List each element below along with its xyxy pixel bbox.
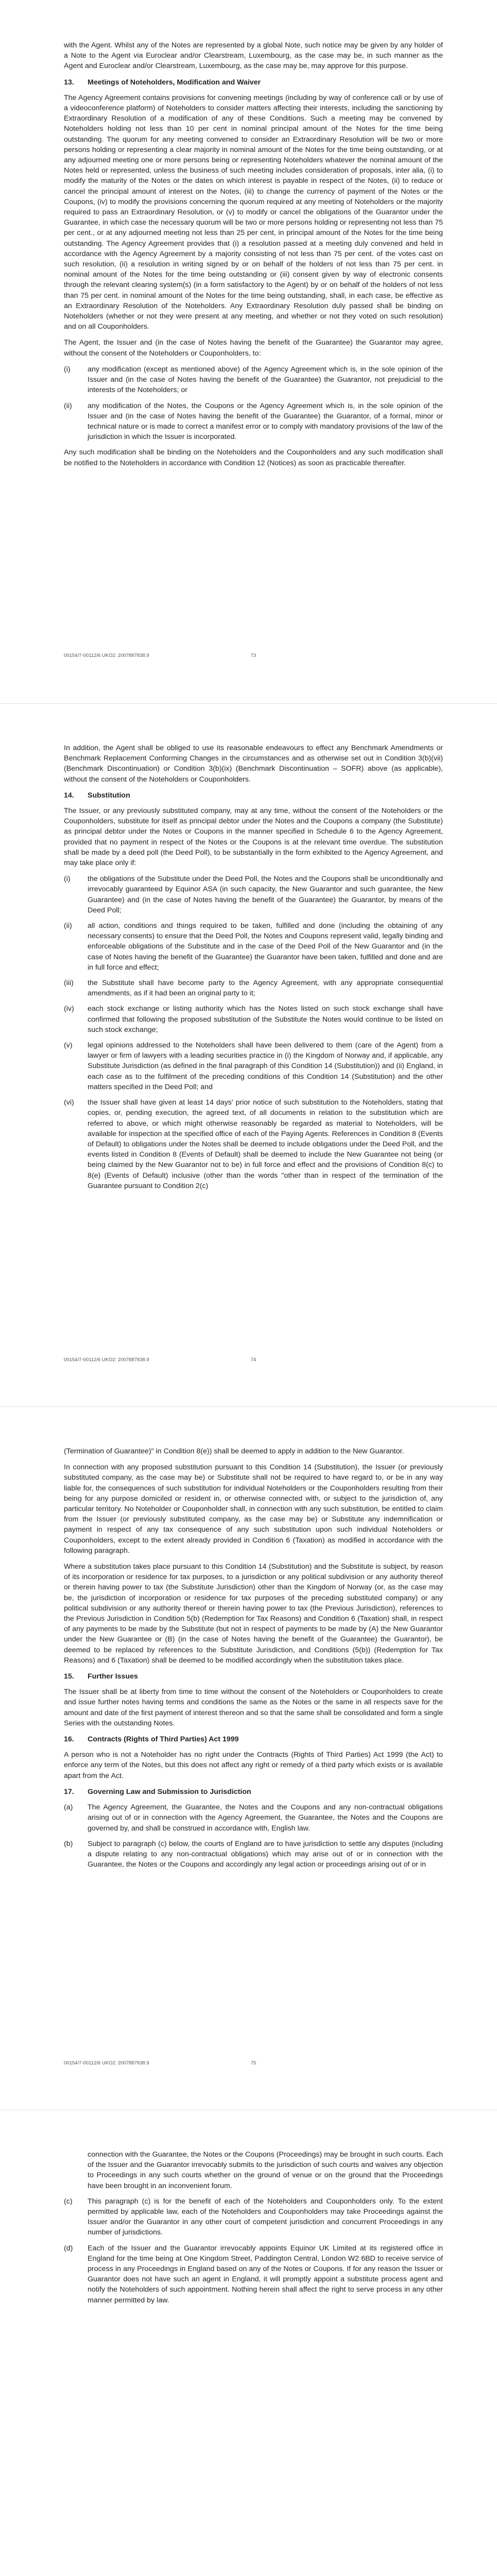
item-text: legal opinions addressed to the Noteholders shall have been delivered to them (care of the Agent) from a lawyer or firm of lawyers with a leading securities practice in (i) the Kingdom of Norway and, if applicable, any Substitute Jurisdiction (as defined in the final paragraph of this Condition 14 (Substitution)) and (ii) England, in each case as to the fulfilment of the preceding conditions of this Condition 14 (Substitution) and the other matters specified in the Deed Poll; and [88,1041,443,1091]
intro-paragraph: with the Agent. Whilst any of the Notes are represented by a global Note, such notice may be given by any holder of a Note to the Agent via Euroclear and/or Clearstream, Luxembourg, as the case may be, in such manner as the Agent and Euroclear and/or Clearstream, Luxembourg, as the case may be, may approve for this purpose. [64,41,443,71]
document-reference: 00154/7-00112/6 UKO2: 2007887838.9 [64,653,149,658]
indent-spacer [64,2149,88,2191]
list-item [64,2243,443,2306]
document-reference: 00154/7-00112/6 UKO2: 2007887838.9 [64,1357,149,1363]
page-73-content [64,40,443,474]
section-number: 17. [64,1787,74,1796]
continued-item [64,2149,443,2191]
list-item [64,921,443,973]
list-item [64,1097,443,1191]
section-number: 15. [64,1672,74,1681]
list-item [64,874,443,916]
page-76-content [64,2149,443,2311]
item-text: This paragraph (c) is for the benefit of each of the Noteholders and Couponholders only. To the extent permitted by applicable law, each of the Noteholders and Couponholders may take Proceedings against the Issuer and/or the Guarantor in any other court of competent jurisdiction and concurrent Proceedings in any number of jurisdictions. [88,2197,443,2237]
item-text: connection with the Guarantee, the Notes or the Coupons (Proceedings) may be brought in such courts. Each of the Issuer and the Guarantor irrevocably submits to the jurisdiction of such courts and waives any objection to Proceedings in any such courts whether on the ground of venue or on the ground that the Proceedings have been brought in an inconvenient forum. [88,2150,443,2190]
section-17-heading [64,1787,443,1797]
item-number: (iv) [64,1005,74,1013]
item-number: (a) [64,1803,73,1812]
item-number: (d) [64,2244,73,2252]
section-13-heading [64,77,443,88]
paragraph: The Issuer shall be at liberty from time to time without the consent of the Noteholders or Couponholders to create and issue further notes having terms and conditions the same as the Notes or the same in all respects save for the amount and date of the first payment of interest thereon and so that the same shall be consolidated and form a single Series with the outstanding Notes. [64,1688,443,1727]
page-number: 75 [250,2060,256,2066]
paragraph: A person who is not a Noteholder has no right under the Contracts (Rights of Third Parties) Act 1999 (the Act) to enforce any term of the Notes, but this does not affect any right or remedy of a third party which exists or is available apart from the Act. [64,1751,443,1780]
item-text: the obligations of the Substitute under the Deed Poll, the Notes and the Coupons shall be unconditionally and irrevocably guaranteed by Equinor ASA (in such capacity, the New Guarantor and such guarantee, the New Guarantee) and (in the case of Notes having the benefit of the Guarantee) the Guarantor, by means of the Deed Poll; [88,875,443,914]
paragraph: The Agency Agreement contains provisions for convening meetings (including by way of conference call or by use of a videoconference platform) of Noteholders to consider matters affecting their interests, including the sanctioning by Extraordinary Resolution of a modification of any of these Conditions. Such a meeting may be convened by Noteholders holding not less than 10 per cent in nominal principal amount of the Notes for the time being outstanding. The quorum for any meeting convened to consider an Extraordinary Resolution will be two or more persons holding or representing a clear majority in nominal amount of the Notes for the time being outstanding, or at any adjourned meeting one or more persons being or representing Noteholders whatever the nominal amount of the Notes held or represented, unless the business of such meeting includes consideration of proposals, inter alia, (i) to modify the maturity of the Notes or the dates on which interest is payable in respect of the Notes, (ii) to reduce or cancel the principal amount of interest on the Notes, (iii) to change the currency of payment of the Notes or the Coupons, (iv) to modify the provisions concerning the quorum required at any meeting of Noteholders or the majority required to pass an Extraordinary Resolution, or (v) to modify or cancel the obligations of the Guarantor under the Guarantee, in which case the necessary quorum will be two or more persons holding or representing not less than 75 per cent., or at any adjourned meeting not less than 25 per cent, in principal amount of the Notes for the time being outstanding. The Agency Agreement provides that (i) a resolution passed at a meeting duly convened and held in accordance with the Agency Agreement by a majority consisting of not less than 75 per cent. of the votes cast on such resolution, (ii) a resolution in writing signed by or on behalf of the holders of not less than 75 per cent. in nominal amount of the Notes for the time being outstanding or (iii) consent given by way of electronic consents through the relevant clearing system(s) (in a form satisfactory to the Agent) by or on behalf of the holders of not less than 75 per cent. in nominal amount of the Notes for the time being outstanding, shall, in each case, be effective as an Extraordinary Resolution of the Noteholders. Any Extraordinary Resolution duly passed shall be binding on Noteholders (whether or not they were present at any meeting, and whether or not they voted on such resolution) and on all Couponholders. [64,93,443,331]
page-76 [0,2110,497,2576]
list-item [64,1004,443,1035]
paragraph: Where a substitution takes place pursuant to this Condition 14 (Substitution) and the Substitute is subject, by reason of its incorporation or residence for tax purposes, to a jurisdiction or any political subdivision or any authority thereof or therein having power to tax (the Substitute Jurisdiction) other than the Kingdom of Norway (or, as the case may be, the jurisdiction of incorporation or residence for tax purposes of the preceding substituted company) or any political subdivision or any authority thereof or therein having power to tax (the Previous Jurisdiction), references to the Previous Jurisdiction in Condition 5(b) (Redemption for Tax Reasons) and Condition 6 (Taxation) shall, in respect of any payments to be made by the Substitute (but not in respect of payments to be made by (A) the New Guarantor under the New Guarantee or (B) (in the case of Notes having the benefit of the Guarantee) the Guarantor), be deemed to be replaced by references to the Substitute Jurisdiction, and Conditions (5(b)) (Redemption for Tax Reasons) and 6 (Taxation) shall be deemed to be modified accordingly when the substitution takes place. [64,1563,443,1665]
list-item [64,2196,443,2238]
item-text: each stock exchange or listing authority which has the Notes listed on such stock exchange shall have confirmed that following the proposed substitution of the Substitute the Notes would continue to be listed on such stock exchange; [88,1005,443,1034]
section-16-heading [64,1734,443,1744]
item-text: Each of the Issuer and the Guarantor irrevocably appoints Equinor UK Limited at its registered office in England for the time being at One Kingdom Street, Paddington Central, London W2 6BD to receive service of process in any Proceedings in England based on any of the Notes or Coupons. If for any reason the Issuer or Guarantor does not have such an agent in England, it will promptly appoint a substitute process agent and notify the Noteholders of such appointment. Nothing herein shall affect the right to serve process in any other manner permitted by law. [88,2244,443,2304]
section-title: Meetings of Noteholders, Modification and Waiver [88,78,261,87]
page-74-content [64,743,443,1196]
list-item [64,1802,443,1834]
paragraph: The Issuer, or any previously substituted company, may at any time, without the consent of the Noteholders or the Couponholders, substitute for itself as principal debtor under the Notes and the Coupons a company (the Substitute) as principal debtor under the Notes or Coupons in the manner specified in Schedule 6 to the Agency Agreement, provided that no payment in respect of the Notes or the Coupons is at the relevant time overdue. The substitution shall be made by a deed poll (the Deed Poll), to be substantially in the form exhibited to the Agency Agreement, and may take place only if: [64,807,443,868]
list-item [64,401,443,443]
section-number: 14. [64,791,74,800]
paragraph: The Agent, the Issuer and (in the case of Notes having the benefit of the Guarantee) the Guarantor may agree, without the consent of the Noteholders or Couponholders, to: [64,338,443,358]
section-title: Substitution [88,791,130,800]
section-title: Contracts (Rights of Third Parties) Act 1999 [88,1735,239,1744]
list-item [64,1040,443,1092]
page-75-content [64,1446,443,1875]
item-text: the Substitute shall have become party to the Agency Agreement, with any appropriate consequential amendments, as if it had been an original party to it; [88,979,443,998]
item-number: (b) [64,1839,73,1848]
list-item [64,1839,443,1870]
item-text: The Agency Agreement, the Guarantee, the Notes and the Coupons and any non-contractual obligations arising out of or in connection with the Agency Agreement, the Guarantee, the Notes and the Coupons are governed by, and shall be construed in accordance with, English law. [88,1803,443,1833]
page-number: 73 [250,653,256,658]
item-number: (vi) [64,1098,74,1107]
item-text: any modification (except as mentioned above) of the Agency Agreement which is, in the sole opinion of the Issuer and (in the case of Notes having the benefit of the Guarantee) the Guarantor, not prejudicial to the interests of the Noteholders; or [88,365,443,395]
list-item [64,364,443,396]
intro-paragraph: (Termination of Guarantee)" in Condition 8(e)) shall be deemed to apply in addition to the New Guarantor. [64,1447,404,1455]
section-15-heading [64,1671,443,1682]
section-14-heading [64,790,443,801]
list-item [64,978,443,998]
paragraph: In connection with any proposed substitution pursuant to this Condition 14 (Substitution), the Issuer (or previously substituted company, as the case may be) or Substitute shall not be required to have regard to, or be in any way liable for, the consequences of such substitution for individual Noteholders or the Couponholders resulting from their being for any purpose domiciled or resident in, or otherwise connected with, or subject to the jurisdiction of, any particular territory. No Noteholder or Couponholder shall, in connection with any such substitution, be entitled to claim from the Issuer (or previously substituted company, as the case may be) or Substitute any indemnification or payment in respect of any tax consequence of any such substitution upon such individual Noteholders or Couponholders, except to the extent already provided in Condition 6 (Taxation) as modified in accordance with the following paragraph. [64,1463,443,1555]
item-number: (i) [64,875,71,884]
document-reference: 00154/7-00112/6 UKO2: 2007887838.9 [64,2060,149,2066]
section-number: 16. [64,1735,74,1744]
item-text: all action, conditions and things required to be taken, fulfilled and done (including the obtaining of any necessary consents) to ensure that the Deed Poll, the Notes and Coupons represent valid, legally binding and enforceable obligations of the Substitute and in the case of the Deed Poll of the New Guarantor and (in the case of Notes having the benefit of the Guarantee) the Guarantor have been taken, fulfilled and done and are in full force and effect; [88,922,443,972]
item-number: (i) [64,365,71,374]
item-number: (iii) [64,979,74,988]
item-text: Subject to paragraph (c) below, the courts of England are to have jurisdiction to settle any disputes (including a dispute relating to any non-contractual obligations) which may arise out of or in connection with the Guarantee, the Notes or the Coupons and accordingly any legal action or proceedings arising out of or in [88,1839,443,1869]
item-text: the Issuer shall have given at least 14 days' prior notice of such substitution to the Noteholders, stating that copies, or, pending execution, the agreed text, of all documents in relation to the substitution which are referred to above, or which might otherwise reasonably be regarded as material to Noteholders, will be available for inspection at the specified office of each of the Paying Agents. References in Condition 8 (Events of Default) to obligations under the Notes shall be deemed to include obligations under the Deed Poll, and the events listed in Condition 8 (Events of Default) shall be deemed to include the New Guarantee not being (or being claimed by the New Guarantor not to be) in full force and effect and the provisions of Condition 8(c) to 8(e) (Events of Default) inclusive (other than the words "other than in respect of the termination of the Guarantee pursuant to Condition 2(c) [88,1098,443,1190]
page-74 [0,704,497,1406]
item-number: (ii) [64,401,72,410]
item-number: (ii) [64,922,72,930]
page-75 [0,1407,497,2110]
page-number: 74 [250,1357,256,1363]
section-title: Governing Law and Submission to Jurisdiction [88,1787,251,1796]
paragraph: Any such modification shall be binding on the Noteholders and the Couponholders and any such modification shall be notified to the Noteholders in accordance with Condition 12 (Notices) as soon as practicable thereafter. [64,448,443,467]
section-number: 13. [64,78,74,87]
item-number: (v) [64,1041,73,1050]
page-73 [0,0,497,703]
item-text: any modification of the Notes, the Coupons or the Agency Agreement which is, in the sole opinion of the Issuer and (in the case of Notes having the benefit of the Guarantee) the Guarantor, of a formal, minor or technical nature or is made to correct a manifest error or to comply with mandatory provisions of the law of the jurisdiction in which the Issuer is incorporated. [88,401,443,442]
item-number: (c) [64,2197,73,2206]
intro-paragraph: In addition, the Agent shall be obliged to use its reasonable endeavours to effect any Benchmark Amendments or Benchmark Replacement Conforming Changes in the circumstances and as otherwise set out in Condition 3(b)(vii) (Benchmark Discontinuation) or Condition 3(b)(ix) (Benchmark Discontinuation – SOFR) above (as applicable), without the consent of the Noteholders or Couponholders. [64,744,443,784]
section-title: Further Issues [88,1672,138,1681]
